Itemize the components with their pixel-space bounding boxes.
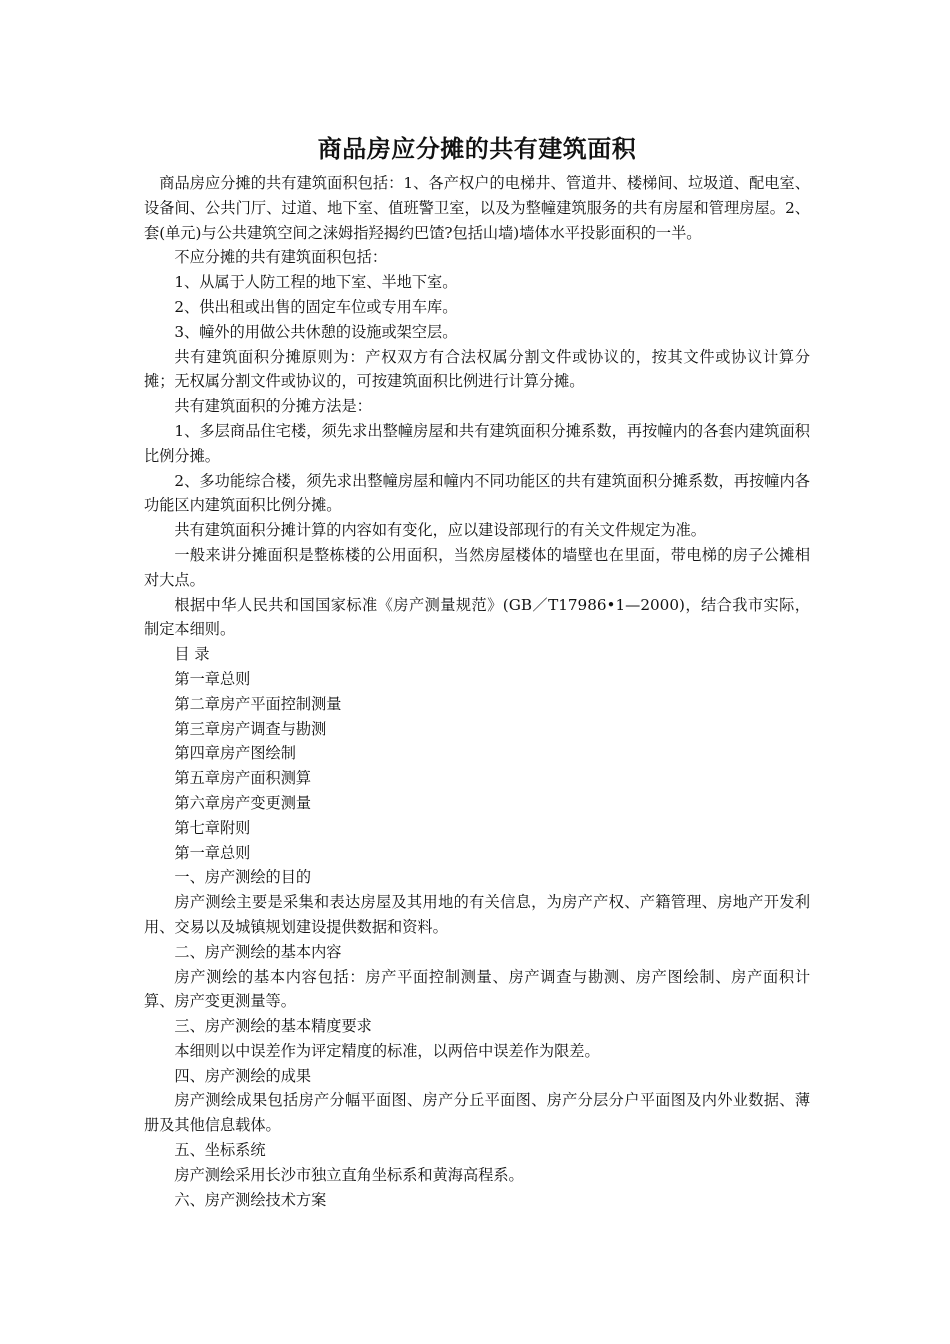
paragraph: 根据中华人民共和国国家标准《房产测量规范》(GB／T17986•1—2000)，结合我市实际，制定本细则。: [144, 595, 810, 639]
toc-item: 第四章房产图绘制: [174, 744, 296, 763]
section-heading: 六、房产测绘技术方案: [174, 1190, 327, 1209]
paragraph: 房产测绘主要是采集和表达房屋及其用地的有关信息，为房产产权、产籍管理、房地产开发利用、交易以及城镇规划建设提供数据和资料。: [144, 893, 810, 936]
paragraph: 房产测绘采用长沙市独立直角坐标系和黄海高程系。: [174, 1165, 524, 1184]
section-heading: 二、房产测绘的基本内容: [174, 942, 342, 961]
paragraph: 共有建筑面积的分摊方法是：: [174, 397, 372, 416]
paragraph: 房产测绘的基本内容包括：房产平面控制测量、房产调查与勘测、房产图绘制、房产面积计算、房产变更测量等。: [144, 967, 810, 1011]
section-heading: 三、房产测绘的基本精度要求: [174, 1017, 372, 1036]
toc-heading: 目 录: [174, 645, 210, 664]
paragraph: 共有建筑面积分摊原则为：产权双方有合法权属分割文件或协议的，按其文件或协议计算分摊；无权属分割文件或协议的，可按建筑面积比例进行计算分摊。: [144, 347, 810, 391]
chapter-heading: 第一章总则: [174, 843, 251, 862]
section-heading: 四、房产测绘的成果: [174, 1066, 312, 1085]
paragraph: 一般来讲分摊面积是整栋楼的公用面积，当然房屋楼体的墙壁也在里面，带电梯的房子公摊相对大点。: [144, 545, 810, 589]
section-heading: 一、房产测绘的目的: [174, 868, 312, 887]
list-item: 3、幢外的用做公共休憩的设施或架空层。: [174, 322, 458, 341]
list-item: 2、供出租或出售的固定车位或专用车库。: [174, 297, 458, 316]
list-item: 1、从属于人防工程的地下室、半地下室。: [174, 273, 458, 292]
list-item: 1、多层商品住宅楼，须先求出整幢房屋和共有建筑面积分摊系数，再按幢内的各套内建筑面积比例分摊。: [144, 421, 810, 465]
paragraph: 房产测绘成果包括房产分幅平面图、房产分丘平面图、房产分层分户平面图及内外业数据、薄册及其他信息载体。: [144, 1091, 810, 1135]
document-title: 商品房应分摊的共有建筑面积: [317, 135, 637, 163]
paragraph: 本细则以中误差作为评定精度的标准，以两倍中误差作为限差。: [174, 1041, 600, 1060]
toc-item: 第七章附则: [174, 818, 251, 837]
toc-item: 第一章总则: [174, 669, 251, 688]
paragraph: 共有建筑面积分摊计算的内容如有变化，应以建设部现行的有关文件规定为准。: [174, 521, 706, 540]
document-body: [144, 131, 810, 1212]
toc-item: 第六章房产变更测量: [174, 793, 312, 812]
section-heading: 五、坐标系统: [174, 1141, 266, 1160]
toc-item: 第三章房产调查与勘测: [174, 719, 327, 738]
list-item: 2、多功能综合楼，须先求出整幢房屋和幢内不同功能区的共有建筑面积分摊系数，再按幢内各功能区内建筑面积比例分摊。: [144, 471, 810, 515]
toc-item: 第二章房产平面控制测量: [174, 694, 342, 713]
paragraph: 商品房应分摊的共有建筑面积包括：1、各产权户的电梯井、管道井、楼梯间、垃圾道、配电室、设备间、公共门厅、过道、地下室、值班警卫室，以及为整幢建筑服务的共有房屋和管理房屋。2、套(单元)与公共建筑空间之涞姆指羟揭约巴馇?包括山墙)墙体水平投影面积的一半。: [144, 174, 810, 242]
paragraph: 不应分摊的共有建筑面积包括：: [174, 248, 388, 267]
toc-item: 第五章房产面积测算: [174, 769, 312, 788]
